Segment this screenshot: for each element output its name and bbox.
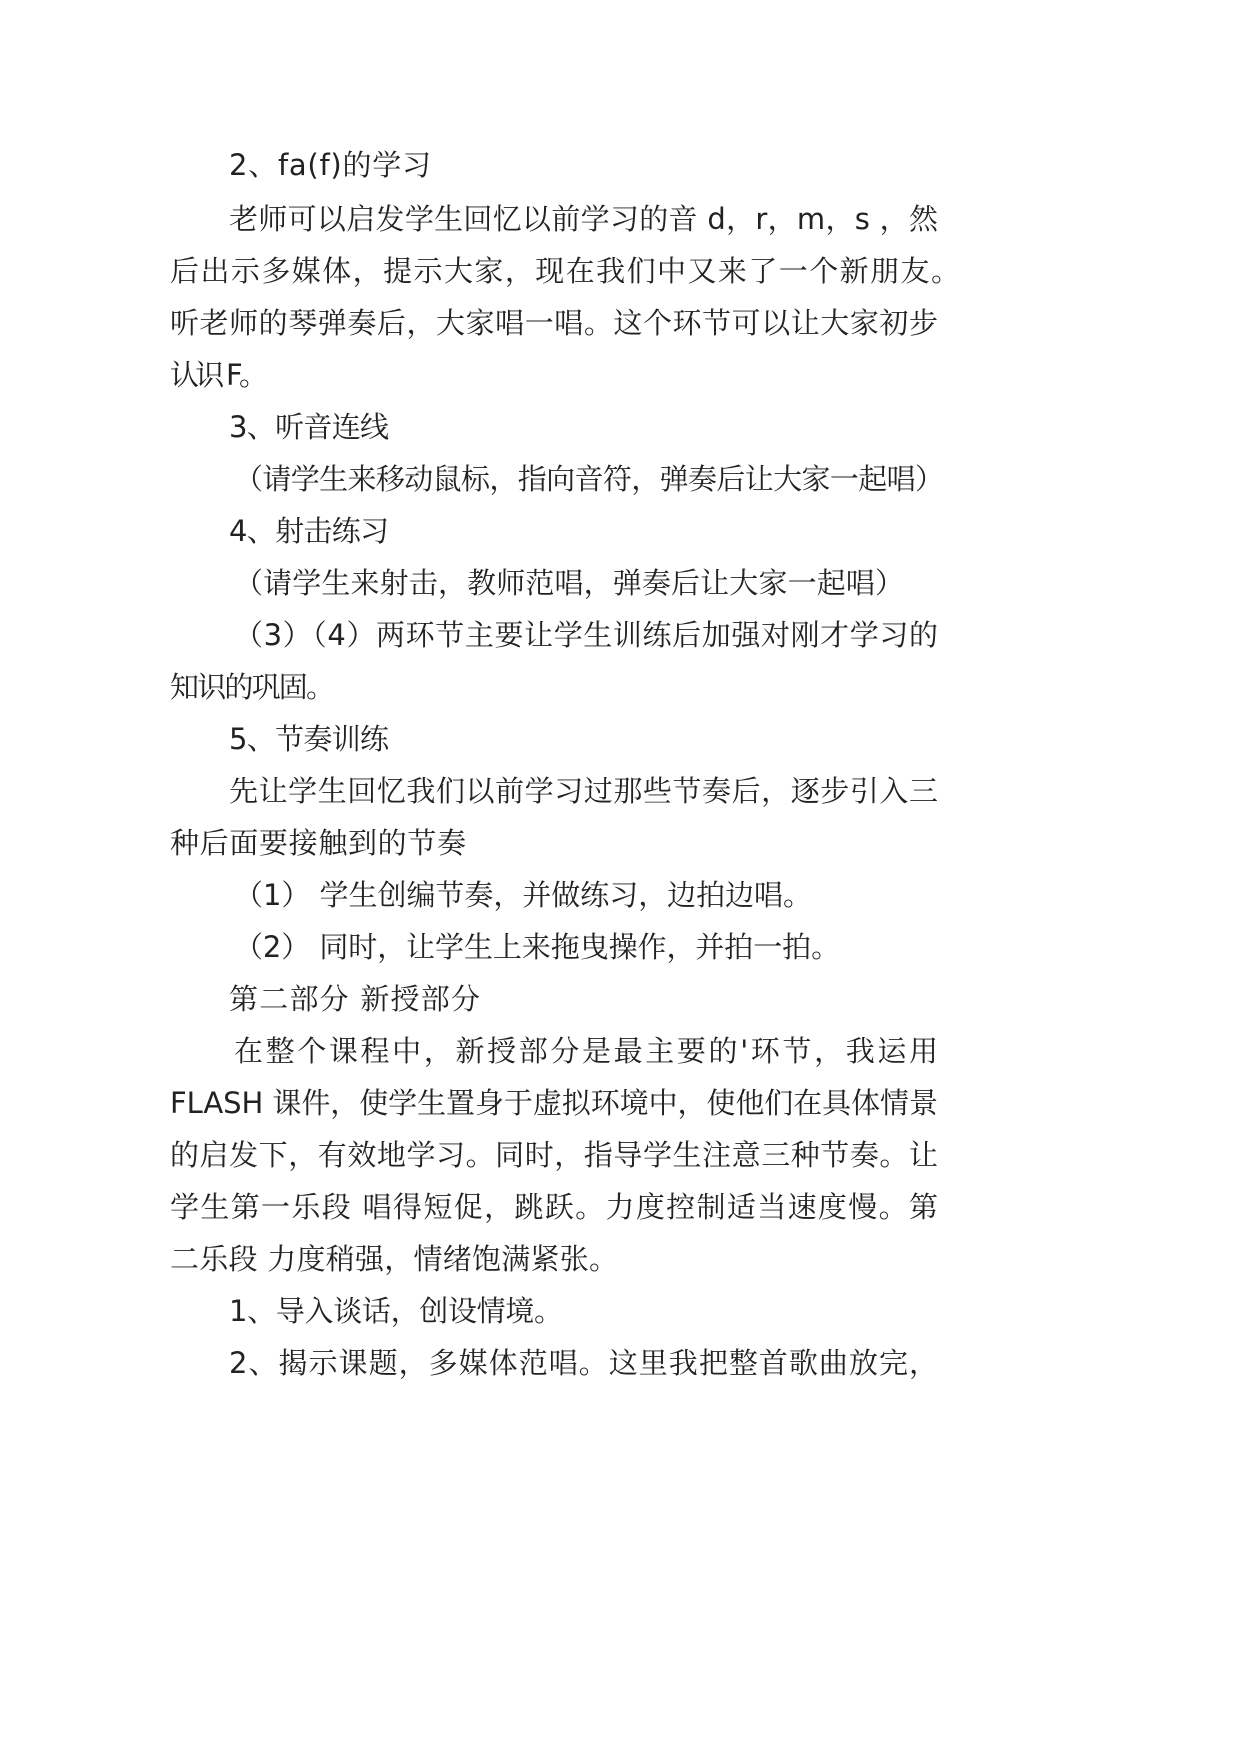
text-line: 老师可以启发学生回忆以前学习的音 d，r，m，s ，然 (229, 202, 939, 236)
text-line: （请学生来射击，教师范唱，弹奏后让大家一起唱） (234, 566, 905, 600)
text-line: 种后面要接触到的节奏 (170, 826, 467, 860)
text-line: （2） 同时，让学生上来拖曳操作，并拍一拍。 (234, 930, 840, 964)
text-line: （3）（4）两环节主要让学生训练后加强对刚才学习的 (234, 618, 939, 652)
text-line: 第二部分 新授部分 (229, 982, 482, 1016)
text-line: 知识的巩固。 (170, 670, 334, 704)
text-line: 2、揭示课题，多媒体范唱。这里我把整首歌曲放完， (229, 1346, 940, 1380)
text-line: 5、节奏训练 (229, 722, 389, 756)
text-line: 1、导入谈话，创设情境。 (229, 1294, 563, 1328)
text-line: 后出示多媒体，提示大家，现在我们中又来了一个新朋友。 (170, 254, 962, 288)
text-line: 认识 F。 (170, 358, 265, 392)
text-line: 听老师的琴弹奏后，大家唱一唱。这个环节可以让大家初步 (170, 306, 939, 340)
text-line: （请学生来移动鼠标，指向音符，弹奏后让大家一起唱） (234, 462, 944, 496)
text-line: FLASH 课件，使学生置身于虚拟环境中，使他们在具体情景 (170, 1086, 938, 1120)
text-line: 先让学生回忆我们以前学习过那些节奏后，逐步引入三 (229, 774, 939, 808)
text-line: 学生第一乐段 唱得短促，跳跃。力度控制适当速度慢。第 (170, 1190, 940, 1224)
text-line: 的启发下，有效地学习。同时，指导学生注意三种节奏。让 (170, 1138, 939, 1172)
text-line: 在整个课程中，新授部分是最主要的'环节，我运用 (234, 1034, 941, 1068)
text-line: （1） 学生创编节奏，并做练习，边拍边唱。 (234, 878, 812, 912)
text-line: 4、射击练习 (229, 514, 389, 548)
text-line: 2、fa(f)的学习 (229, 148, 432, 182)
text-line: 二乐段 力度稍强，情绪饱满紧张。 (170, 1242, 619, 1276)
text-line: 3、听音连线 (229, 410, 389, 444)
